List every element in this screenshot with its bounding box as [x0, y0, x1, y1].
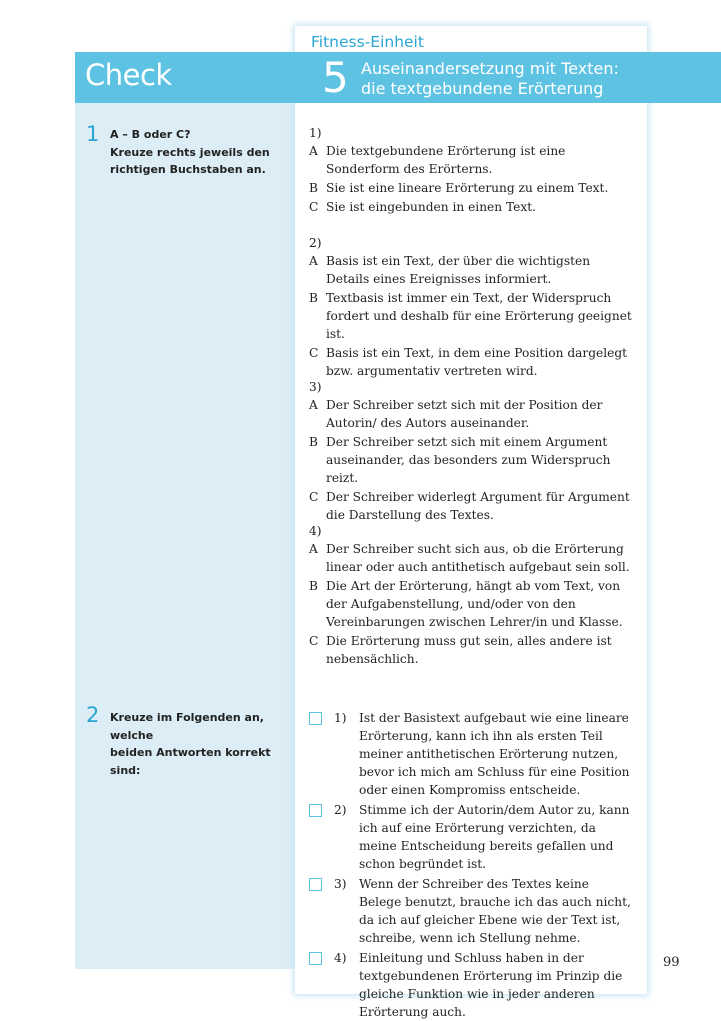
option-c[interactable] [309, 344, 634, 380]
option-letter: C [309, 634, 319, 648]
answer-checkbox[interactable] [309, 878, 322, 891]
task-2-number: 2 [86, 703, 100, 727]
answer-label: 3) [334, 877, 347, 891]
option-text: Der Schreiber widerlegt Argument für Argument die Darstellung des Textes. [326, 490, 630, 522]
option-text: Der Schreiber setzt sich mit der Position der Autorin/ des Autors auseinander. [326, 398, 603, 430]
question-3 [309, 378, 634, 525]
option-b[interactable] [309, 577, 634, 631]
answer-checkbox[interactable] [309, 712, 322, 725]
question-1 [309, 124, 634, 217]
question-label: 2) [309, 236, 322, 250]
option-letter: B [309, 579, 318, 593]
option-letter: C [309, 490, 319, 504]
option-letter: C [309, 346, 319, 360]
option-text: Sie ist eingebunden in einen Text. [326, 200, 537, 214]
answer-checkbox[interactable] [309, 952, 322, 965]
answer-item [309, 949, 634, 1021]
answer-text: Wenn der Schreiber des Textes keine Belege benutzt, brauche ich das auch nicht, da ich auf gleicher Ebene wie der Text ist, schreibe, wenn ich Stellung nehme. [359, 877, 631, 945]
option-letter: B [309, 291, 318, 305]
answer-checkbox[interactable] [309, 804, 322, 817]
left-column-background [75, 103, 295, 969]
option-letter: A [309, 398, 318, 412]
task-2-instruction [110, 709, 300, 779]
option-b[interactable] [309, 289, 634, 343]
question-label: 4) [309, 524, 322, 538]
answer-text: Stimme ich der Autorin/dem Autor zu, kann ich auf eine Erörterung verzichten, da meine Entscheidung bereits gefallen und schon begründet ist. [359, 803, 630, 871]
task-1-line1: A – B oder C? [110, 128, 191, 141]
option-letter: A [309, 254, 318, 268]
option-letter: B [309, 181, 318, 195]
question-label: 3) [309, 380, 322, 394]
question-label: 1) [309, 126, 322, 140]
option-c[interactable] [309, 488, 634, 524]
task-1-line2: Kreuze rechts jeweils den [110, 145, 270, 159]
task-1-line3: richtigen Buchstaben an. [110, 163, 266, 176]
option-b[interactable] [309, 433, 634, 487]
unit-title-line1: Auseinandersetzung mit Texten: [361, 59, 619, 78]
option-letter: A [309, 542, 318, 556]
option-text: Der Schreiber sucht sich aus, ob die Erörterung linear oder auch antithetisch aufgebaut sein soll. [326, 542, 630, 574]
answer-list [309, 709, 634, 1021]
task-1-instruction [110, 126, 300, 179]
option-text: Basis ist ein Text, der über die wichtigsten Details eines Ereignisses informiert. [326, 254, 591, 286]
question-2 [309, 234, 634, 381]
task-2-line1: Kreuze im Folgenden an, welche [110, 711, 264, 742]
unit-title-line2: die textgebundene Erörterung [361, 79, 604, 98]
option-a[interactable] [309, 252, 634, 288]
option-a[interactable] [309, 540, 634, 576]
answer-item [309, 709, 634, 799]
option-c[interactable] [309, 198, 634, 216]
page-number: 99 [663, 955, 680, 970]
option-text: Der Schreiber setzt sich mit einem Argument auseinander, das besonders zum Widerspruch reizt. [326, 435, 611, 485]
answer-item [309, 801, 634, 873]
task-2-line2: beiden Antworten korrekt sind: [110, 746, 271, 777]
check-title: Check [85, 58, 172, 92]
option-letter: C [309, 200, 319, 214]
option-letter: B [309, 435, 318, 449]
answer-label: 1) [334, 711, 347, 725]
question-4 [309, 522, 634, 669]
option-letter: A [309, 144, 318, 158]
unit-title [361, 59, 619, 99]
answer-label: 2) [334, 803, 347, 817]
option-text: Basis ist ein Text, in dem eine Position dargelegt bzw. argumentativ vertreten wird. [326, 346, 628, 378]
task-1-number: 1 [86, 122, 100, 146]
fitness-label: Fitness-Einheit [311, 33, 424, 51]
unit-number: 5 [322, 53, 349, 102]
answer-label: 4) [334, 951, 347, 965]
option-text: Die Erörterung muss gut sein, alles andere ist nebensächlich. [326, 634, 612, 666]
option-a[interactable] [309, 142, 634, 178]
answer-text: Ist der Basistext aufgebaut wie eine lineare Erörterung, kann ich ihn als ersten Teil meiner antithetischen Erörterung nutzen, bevor ich mich am Schluss für eine Position oder einen Kompromiss entscheide. [359, 711, 630, 797]
answer-item [309, 875, 634, 947]
option-text: Die Art der Erörterung, hängt ab vom Text, von der Aufgabenstellung, und/oder von den Vereinbarungen zwischen Lehrer/in und Klasse. [326, 579, 623, 629]
option-text: Textbasis ist immer ein Text, der Widerspruch fordert und deshalb für eine Erörterung geeignet ist. [326, 291, 632, 341]
option-a[interactable] [309, 396, 634, 432]
option-text: Die textgebundene Erörterung ist eine Sonderform des Erörterns. [326, 144, 566, 176]
option-c[interactable] [309, 632, 634, 668]
option-b[interactable] [309, 179, 634, 197]
option-text: Sie ist eine lineare Erörterung zu einem Text. [326, 181, 609, 195]
answer-text: Einleitung und Schluss haben in der textgebundenen Erörterung im Prinzip die gleiche Funktion wie in jeder anderen Erörterung auch. [359, 951, 623, 1019]
